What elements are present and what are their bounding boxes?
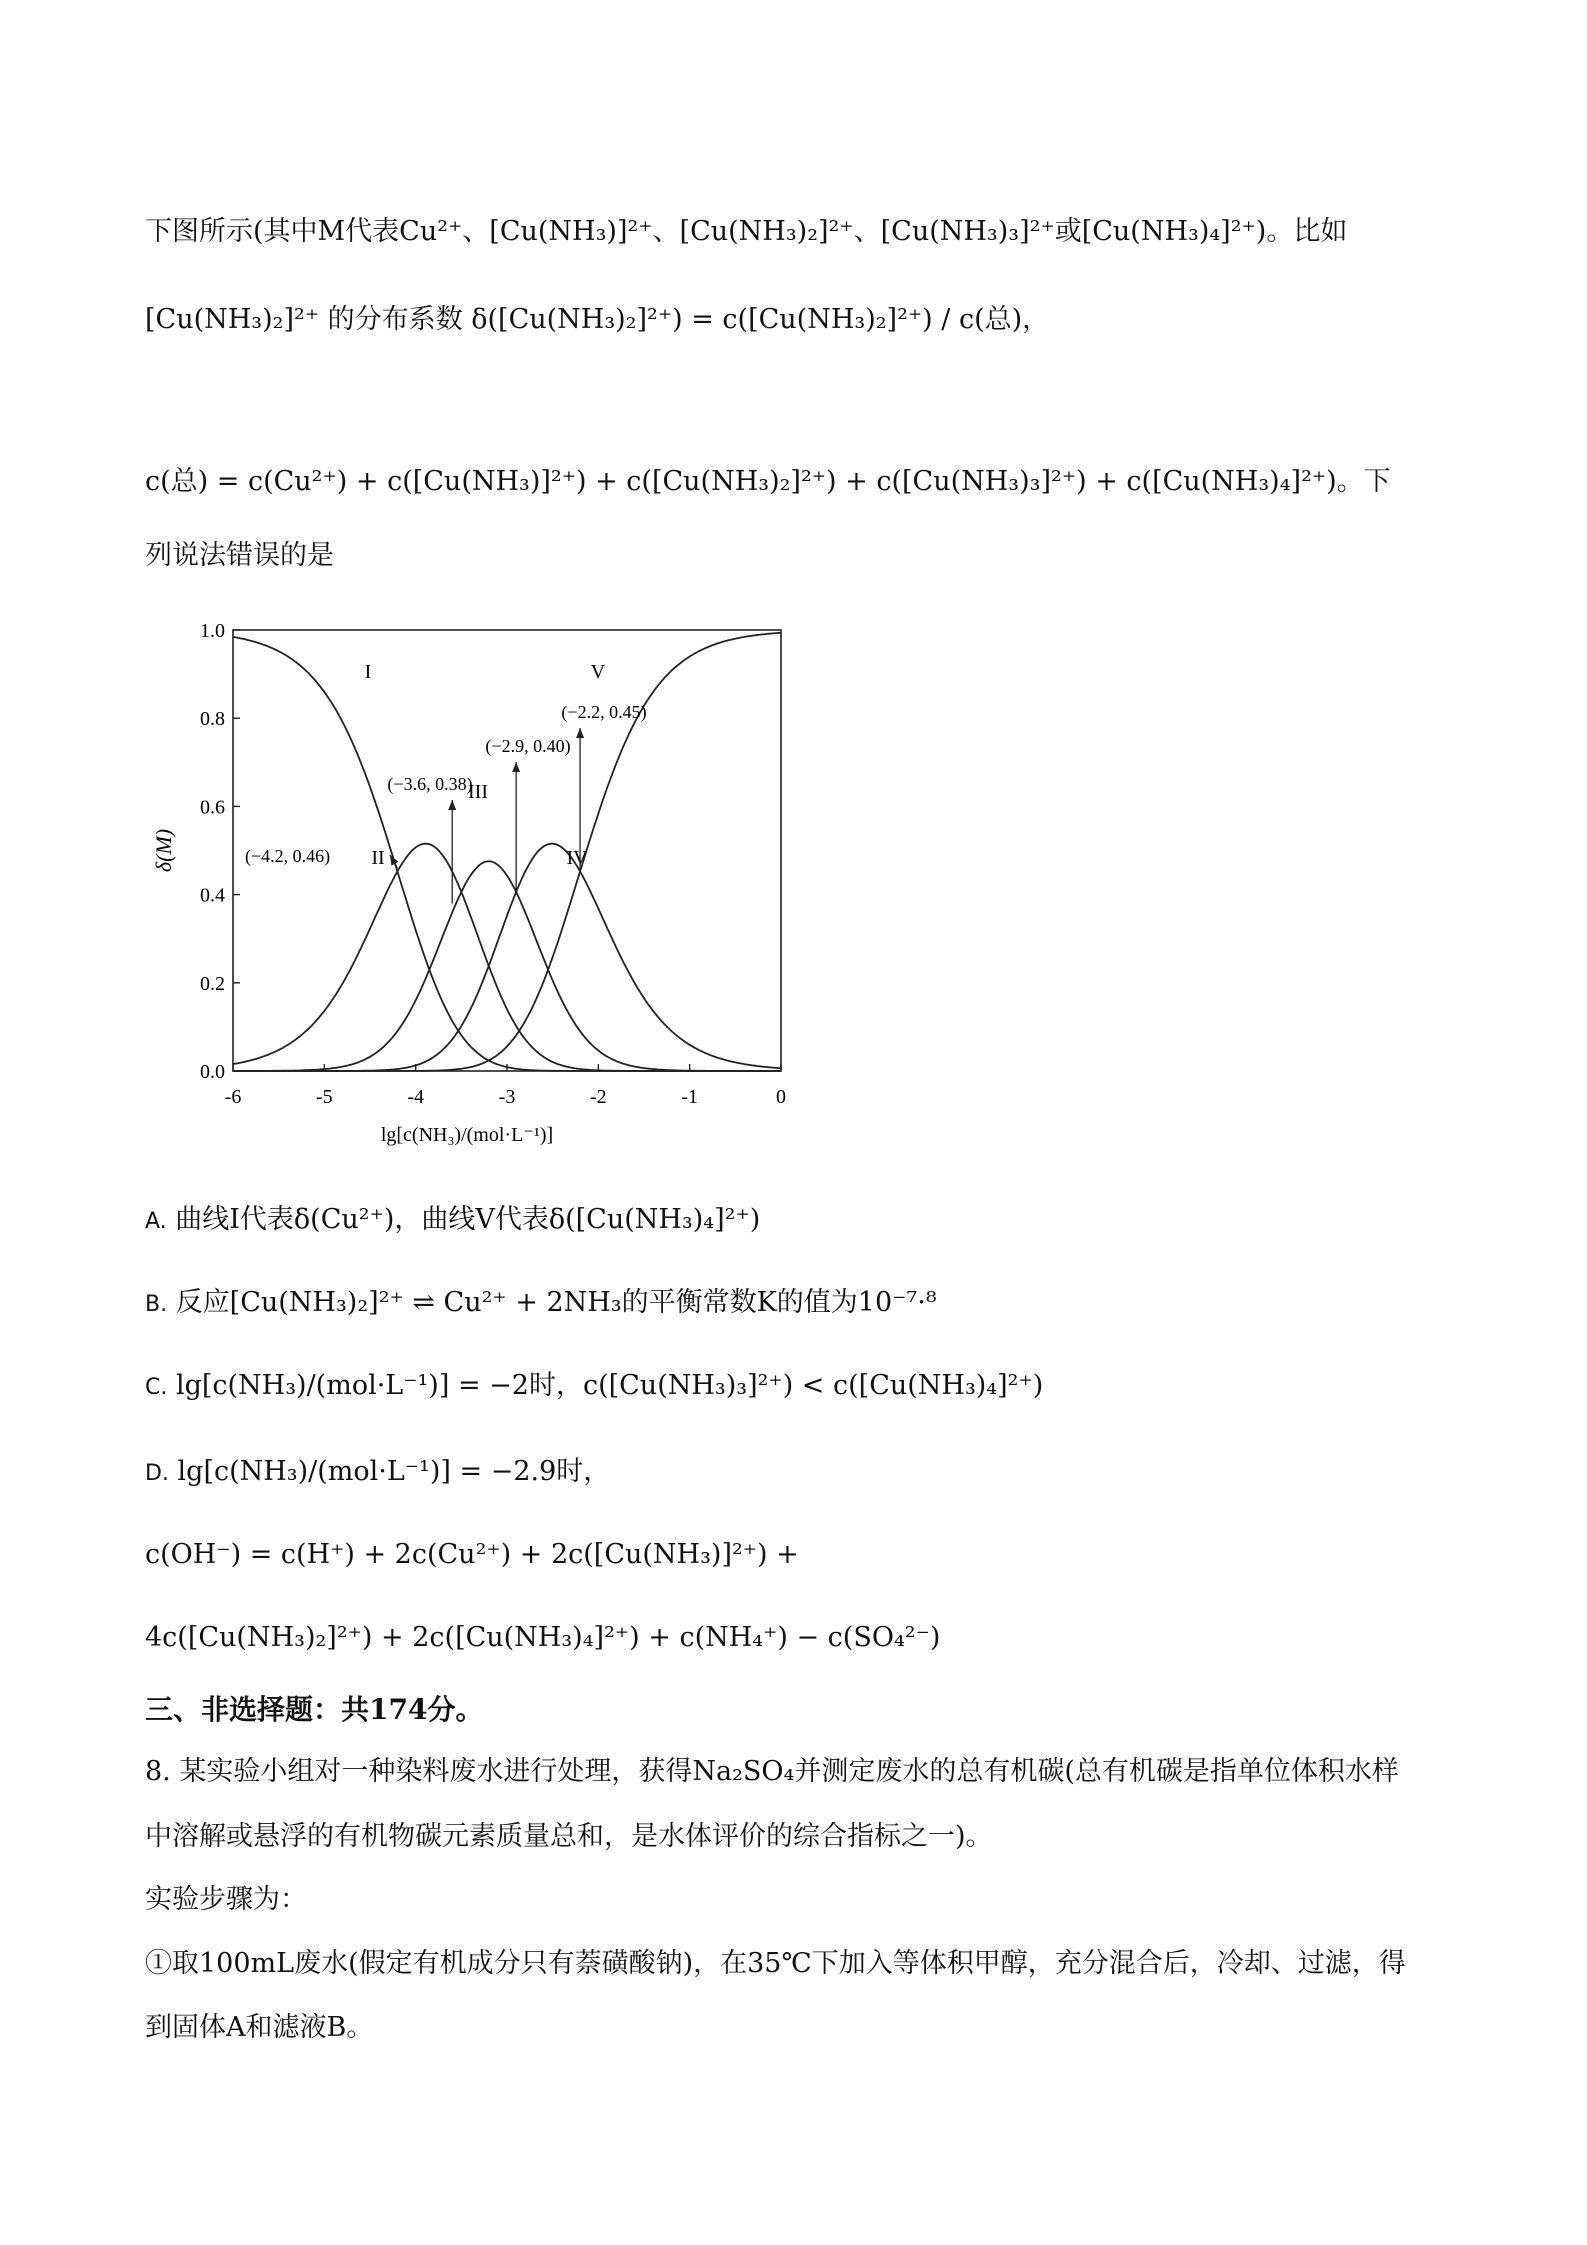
y-tick-label: 0.0 [200, 1061, 225, 1083]
annotation-label: (−2.9, 0.40) [485, 736, 571, 756]
question-8-line-5: 到固体A和滤液B。 [145, 2012, 374, 2043]
x-tick-label: -4 [407, 1086, 425, 1108]
question-8-line-1: 8. 某实验小组对一种染料废水进行处理，获得Na₂SO₄并测定废水的总有机碳(总有机碳是指单位体积水样 [145, 1756, 1399, 1787]
annotation-label: (−3.6, 0.38) [387, 774, 473, 794]
curve-label-II: II [371, 847, 385, 869]
annotation-label: (−2.2, 0.45) [561, 702, 647, 722]
option-d [145, 1452, 610, 1494]
distribution-chart [140, 600, 800, 1160]
option-a-letter: A. [145, 1209, 167, 1234]
curve-label-IV: IV [566, 847, 588, 869]
intro-line-4: 列说法错误的是 [145, 540, 334, 571]
annotation-arrowhead [390, 855, 398, 866]
distribution-chart-svg [140, 600, 800, 1160]
intro-line-2: [Cu(NH₃)₂]²⁺ 的分布系数 δ([Cu(NH₃)₂]²⁺) = c([Cu(NH₃)₂]²⁺) / c(总)， [145, 304, 1050, 335]
option-b-letter: B. [145, 1292, 168, 1317]
option-d-text: lg[c(NH₃)/(mol·L⁻¹)] = −2.9时， [177, 1456, 611, 1487]
curve-label-V: V [590, 661, 606, 683]
option-a-text: 曲线I代表δ(Cu²⁺)，曲线V代表δ([Cu(NH₃)₄]²⁺) [175, 1204, 761, 1235]
y-axis-title: δ(M) [151, 828, 176, 873]
curve-label-III: III [468, 781, 488, 803]
annotation-arrowhead [576, 728, 584, 738]
curve-IV [233, 844, 781, 1071]
y-tick-label: 0.8 [200, 708, 225, 731]
y-tick-label: 0.4 [200, 884, 225, 907]
x-tick-label: 0 [776, 1086, 786, 1108]
y-tick-label: 0.2 [200, 972, 225, 995]
question-8-line-3: 实验步骤为： [145, 1884, 307, 1915]
question-8-line-2: 中溶解或悬浮的有机物碳元素质量总和，是水体评价的综合指标之一)。 [145, 1821, 993, 1852]
annotation-arrowhead [448, 800, 456, 810]
x-tick-label: -1 [681, 1086, 699, 1108]
option-c-letter: C. [145, 1375, 168, 1400]
question-8-line-4: ①取100mL废水(假定有机成分只有萘磺酸钠)，在35℃下加入等体积甲醇，充分混合后，冷却、过滤，得 [145, 1948, 1406, 1979]
option-d-letter: D. [145, 1461, 169, 1486]
x-tick-label: -6 [224, 1086, 242, 1108]
option-a [145, 1200, 760, 1242]
curve-III [233, 861, 781, 1071]
option-c-text: lg[c(NH₃)/(mol·L⁻¹)] = −2时，c([Cu(NH₃)₃]²⁺) < c([Cu(NH₃)₄]²⁺) [175, 1370, 1044, 1401]
annotation-label: (−4.2, 0.46) [245, 846, 331, 866]
y-tick-label: 1.0 [200, 620, 225, 642]
option-b [145, 1283, 937, 1325]
x-axis-title: lg[c(NH₃)/(mol·L⁻¹)] [380, 1124, 554, 1146]
section-heading: 三、非选择题：共174分。 [145, 1693, 484, 1726]
curve-label-I: I [364, 661, 372, 683]
x-tick-label: -2 [589, 1086, 607, 1108]
intro-line-3: c(总) = c(Cu²⁺) + c([Cu(NH₃)]²⁺) + c([Cu(NH₃)₂]²⁺) + c([Cu(NH₃)₃]²⁺) + c([Cu(NH₃)₄]²⁺)。下 [145, 466, 1391, 497]
x-tick-label: -5 [315, 1086, 333, 1108]
curve-II [233, 844, 781, 1071]
annotation-arrowhead [512, 762, 520, 772]
option-d-line-3: 4c([Cu(NH₃)₂]²⁺) + 2c([Cu(NH₃)₄]²⁺) + c(NH₄⁺) − c(SO₄²⁻) [145, 1622, 941, 1653]
option-d-line-2: c(OH⁻) = c(H⁺) + 2c(Cu²⁺) + 2c([Cu(NH₃)]²⁺) + [145, 1539, 799, 1570]
x-tick-label: -3 [498, 1086, 516, 1108]
option-b-text: 反应[Cu(NH₃)₂]²⁺ ⇌ Cu²⁺ + 2NH₃的平衡常数K的值为10⁻⁷·⁸ [175, 1287, 937, 1318]
option-c [145, 1366, 1043, 1408]
y-tick-label: 0.6 [200, 796, 225, 819]
intro-line-1: 下图所示(其中M代表Cu²⁺、[Cu(NH₃)]²⁺、[Cu(NH₃)₂]²⁺、[Cu(NH₃)₃]²⁺或[Cu(NH₃)₄]²⁺)。比如 [145, 216, 1348, 247]
